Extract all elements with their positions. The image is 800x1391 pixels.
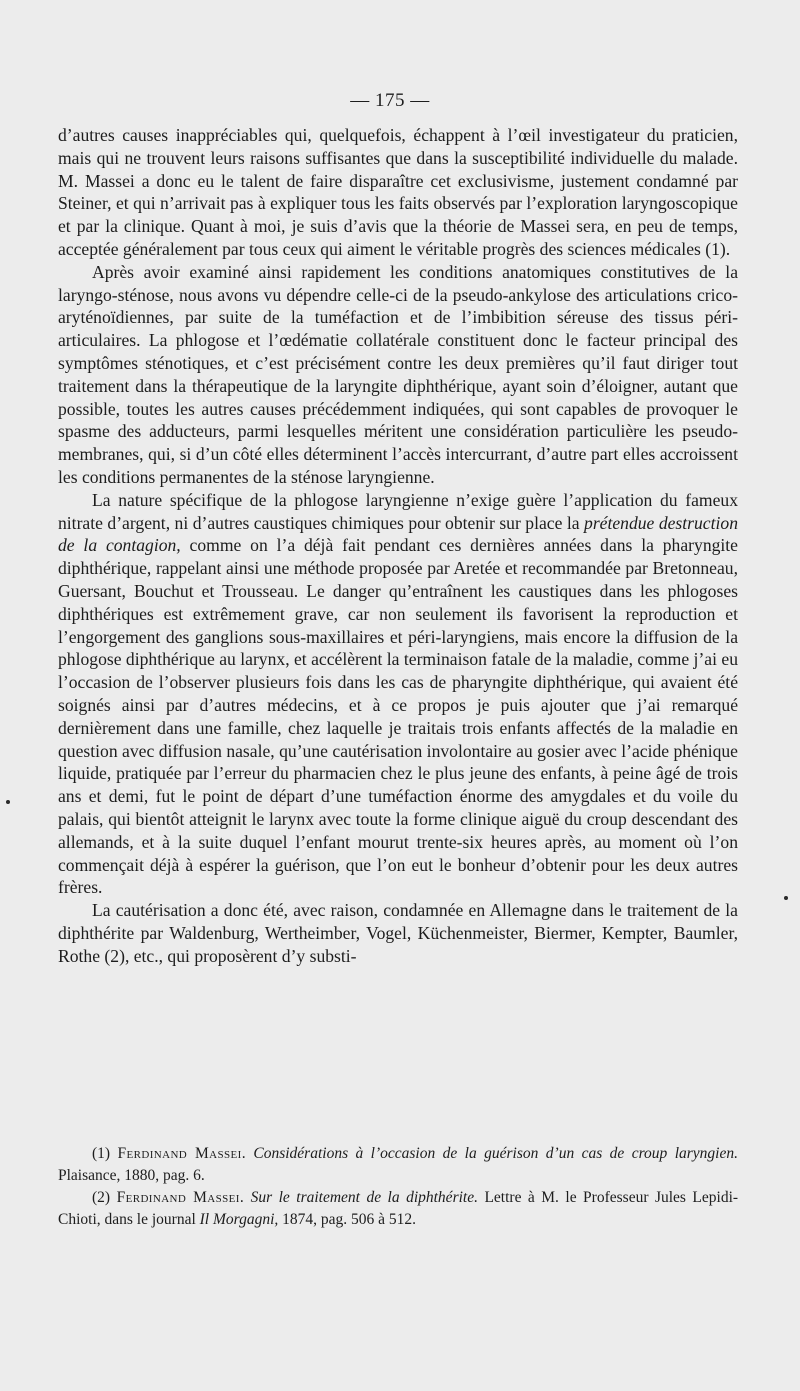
italic-phrase: prétendue destruction de la contagion,: [58, 512, 738, 556]
print-speck-left: [6, 800, 10, 804]
paragraph-2: Après avoir examiné ainsi rapidement les conditions anatomiques constitutives de la laryngo-sténose, nous avons vu dépendre celle-ci de la pseudo-ankylose des articulations crico-aryténoïdiennes, par suite de la tuméfaction et de l’imbibition séreuse des tissus péri-articulaires. La phlogose et l’œdématie collatérale constituent donc le facteur principal des symptômes sténotiques, et c’est précisément contre les deux premières qu’il faut diriger tout traitement dans la thérapeutique de la laryngite diphthérique, ayant soin d’éloigner, autant que possible, toutes les autres causes précédemment indiquées, qui sont capables de provoquer le spasme des adducteurs, parmi lesquelles méritent une considération particulière les pseudo-membranes, qui, si d’un côté elles déterminent l’accès intercurrant, d’autre part elles accroissent les conditions permanentes de la sténose laryngienne.: [58, 261, 738, 487]
footnote-1-source: Plaisance, 1880, pag. 6.: [58, 1167, 205, 1184]
footnote-2-journal: Il Morgagni,: [199, 1211, 279, 1228]
footnote-1-title: Considérations à l’occasion de la guérison d’un cas de croup laryngien.: [253, 1145, 738, 1162]
paragraph-3-text-b: comme on l’a déjà fait pendant ces dernières années dans la pharyngite diphthérique, rappelant ainsi une méthode proposée par Aretée et recommandée par Bretonneau, Guersant, Bouchut et Trousseau. Le danger qu’entraînent les caustiques dans les phlogoses diphthériques est extrêmement grave, car non seulement ils favorisent la reproduction et l’engorgement des ganglions sous-maxillaires et péri-laryngiens, mais encore la diffusion de la phlogose diphthérique au larynx, et accélèrent la terminaison fatale de la maladie, comme j’ai eu l’occasion de l’observer plusieurs fois dans les cas de pharyngite diphthérique, qui avaient été soignés ainsi par d’autres médecins, et à ce propos je puis ajouter que j’ai remarqué dernièrement dans une famille, chez laquelle je traitais trois enfants affectés de la maladie en question avec diffusion nasale, qu’une cautérisation involontaire au gosier avec l’acide phénique liquide, pratiquée par l’erreur du pharmacien chez le plus jeune des enfants, à peine âgé de trois ans et demi, fut le point de départ d’une tuméfaction énorme des amygdales et du voile du palais, qui bientôt atteignit le larynx avec toute la forme clinique aiguë du croup descendant des allemands, et à la suite duquel l’enfant mourut trente-six heures après, au moment où l’on commençait déjà à espérer la guérison, que l’on eut le bonheur d’obtenir pour les deux autres frères.: [58, 535, 739, 898]
paragraph-3: [58, 489, 738, 899]
page-number: — 175 —: [350, 90, 430, 111]
footnote-2: [58, 1187, 738, 1231]
paragraph-4: La cautérisation a donc été, avec raison, condamnée en Allemagne dans le traitement de la diphthérite par Waldenburg, Wertheimber, Vogel, Küchenmeister, Biermer, Kempter, Baumler, Rothe (2), etc., qui proposèrent d’y substi-: [58, 900, 738, 966]
paragraph-1: d’autres causes inappréciables qui, quelquefois, échappent à l’œil investigateur du praticien, mais qui ne trouvent leurs raisons suffisantes que dans la susceptibilité individuelle du malade. M. Massei a donc eu le talent de faire disparaître cet exclusivisme, justement condamné par Steiner, et qui n’arrivait pas à expliquer tous les faits observés par l’exploration laryngoscopique et par la clinique. Quant à moi, je suis d’avis que la théorie de Massei sera, en peu de temps, acceptée généralement par tous ceux qui aiment le véritable progrès des sciences médicales (1).: [58, 125, 738, 259]
paragraph-3-text-a: La nature spécifique de la phlogose laryngienne n’exige guère l’application du fameux nitrate d’argent, ni d’autres caustiques chimiques pour obtenir sur place la: [58, 489, 738, 533]
footnote-1-number: (1): [92, 1145, 111, 1162]
footnote-1-author: Ferdinand Massei.: [117, 1145, 246, 1162]
print-speck-right: [784, 896, 788, 900]
footnote-2-number: (2): [92, 1189, 111, 1206]
body-text: [58, 124, 738, 967]
footnotes: [58, 1143, 738, 1231]
footnote-1: [58, 1143, 738, 1187]
footnote-2-author: Ferdinand Massei.: [116, 1189, 245, 1206]
footnote-2-text: Lettre à M. le Professeur Jules Lepidi-Chioti, dans le journal: [58, 1189, 739, 1228]
footnote-2-source: 1874, pag. 506 à 512.: [282, 1211, 417, 1228]
footnote-2-title: Sur le traitement de la diphthérite.: [250, 1189, 478, 1206]
